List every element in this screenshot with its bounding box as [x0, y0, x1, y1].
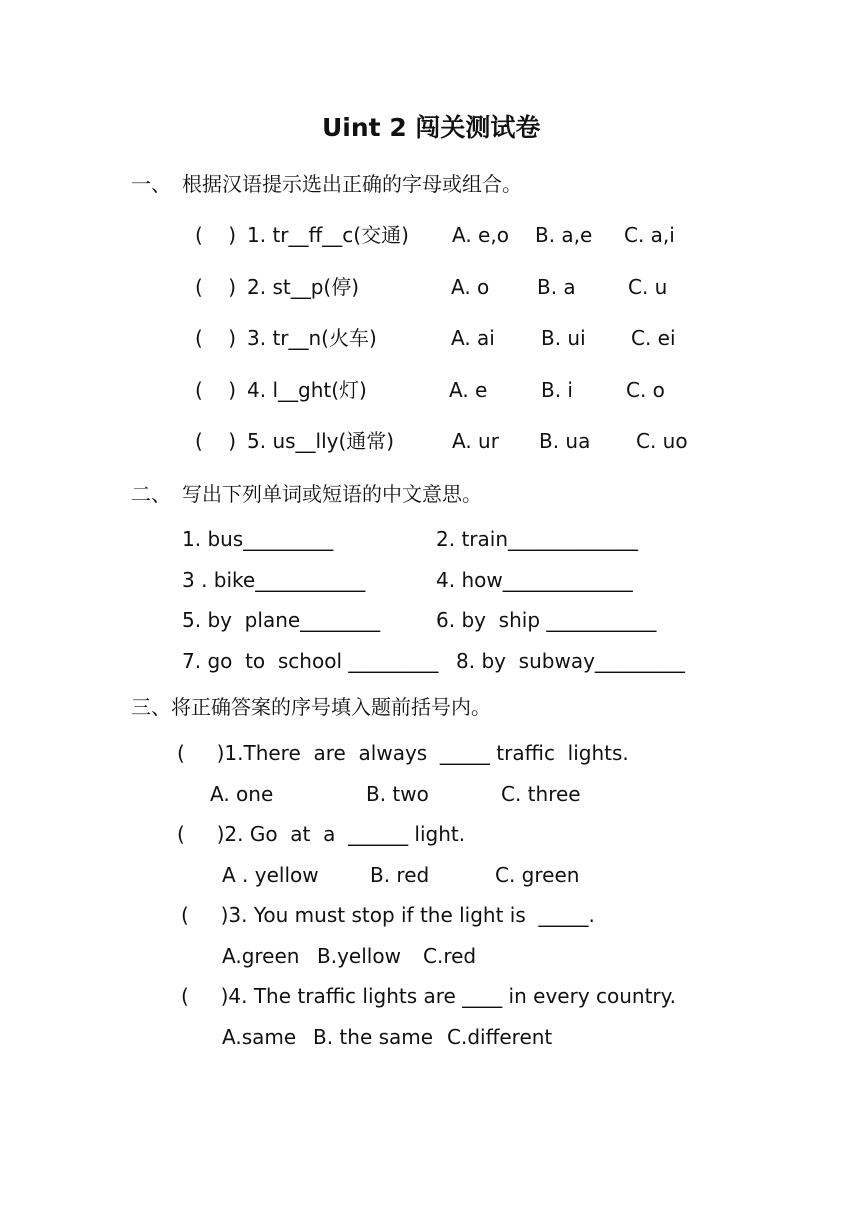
option-a: A. e,o	[452, 223, 509, 247]
vocab-item: 8. by subway_________	[456, 649, 685, 673]
vocab-item: 1. bus_________	[182, 527, 334, 551]
question-text: 2. st__p(停)	[247, 275, 360, 299]
vocab-item: 5. by plane________	[182, 608, 381, 632]
question-text: ( )4. The traffic lights are ____ in every country.	[181, 984, 676, 1008]
option-b: B. red	[370, 863, 430, 887]
vocab-item: 6. by ship ___________	[436, 608, 657, 632]
answer-bracket: ( )	[195, 275, 237, 299]
question-text: 3. tr__n(火车)	[247, 326, 377, 350]
question-text: 1. tr__ff__c(交通)	[247, 223, 409, 247]
option-c: C. green	[495, 863, 580, 887]
question-text: ( )3. You must stop if the light is _____.	[181, 903, 595, 927]
answer-bracket: ( )	[195, 429, 237, 453]
vocab-item: 2. train_____________	[436, 527, 638, 551]
option-b: B. a,e	[535, 223, 593, 247]
section-3-heading: 三、将正确答案的序号填入题前括号内。	[131, 695, 491, 719]
option-a: A. one	[210, 782, 274, 806]
option-b: B. the same	[313, 1025, 434, 1049]
option-c: C.different	[447, 1025, 553, 1049]
question-text: ( )1.There are always _____ traffic lights.	[177, 741, 629, 765]
section-1-number: 一、	[131, 172, 171, 196]
option-a: A. o	[451, 275, 490, 299]
option-a: A.green	[222, 944, 300, 968]
option-b: B. ui	[541, 326, 586, 350]
option-b: B.yellow	[317, 944, 401, 968]
option-c: C. three	[501, 782, 581, 806]
answer-bracket: ( )	[195, 378, 237, 402]
option-b: B. a	[537, 275, 576, 299]
section-1-heading: 根据汉语提示选出正确的字母或组合。	[182, 172, 522, 196]
option-c: C. a,i	[624, 223, 675, 247]
section-2-number: 二、	[131, 482, 171, 506]
option-a: A. ai	[451, 326, 495, 350]
option-c: C. u	[628, 275, 668, 299]
option-c: C.red	[423, 944, 477, 968]
vocab-item: 3 . bike___________	[182, 568, 366, 592]
option-c: C. o	[626, 378, 665, 402]
option-b: B. ua	[539, 429, 591, 453]
page-title: Uint 2 闯关测试卷	[322, 113, 541, 142]
option-a: A. ur	[452, 429, 499, 453]
option-c: C. ei	[631, 326, 676, 350]
vocab-item: 7. go to school _________	[182, 649, 439, 673]
question-text: 4. l__ght(灯)	[247, 378, 367, 402]
option-b: B. i	[541, 378, 573, 402]
option-a: A.same	[222, 1025, 297, 1049]
option-a: A . yellow	[222, 863, 319, 887]
answer-bracket: ( )	[195, 326, 237, 350]
option-a: A. e	[449, 378, 488, 402]
question-text: 5. us__lly(通常)	[247, 429, 395, 453]
option-c: C. uo	[636, 429, 688, 453]
answer-bracket: ( )	[195, 223, 237, 247]
vocab-item: 4. how_____________	[436, 568, 633, 592]
section-2-heading: 写出下列单词或短语的中文意思。	[182, 482, 482, 506]
question-text: ( )2. Go at a ______ light.	[177, 822, 466, 846]
option-b: B. two	[366, 782, 429, 806]
